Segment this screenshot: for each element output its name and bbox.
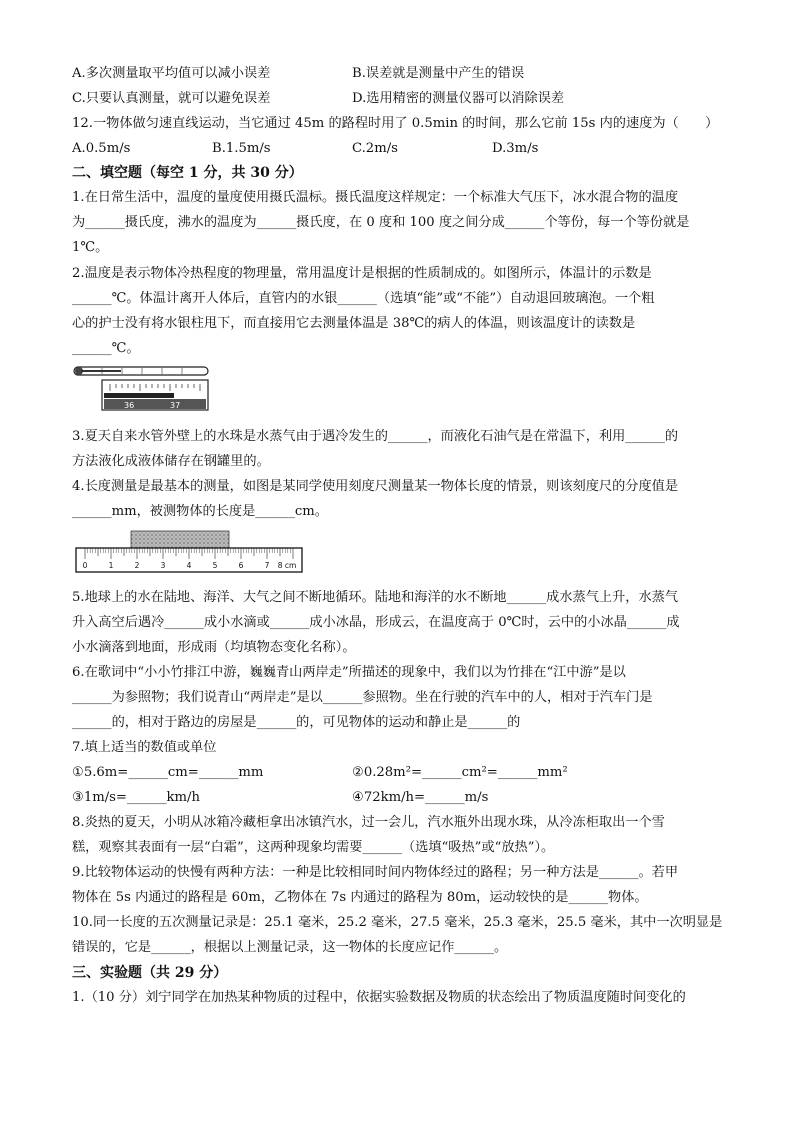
q12-option-b: B.1.5m/s	[212, 141, 271, 156]
q11-option-b: B.误差就是测量中产生的错误	[352, 66, 525, 81]
s2-q1-line: 1℃。	[72, 240, 109, 255]
ruler-label: 0	[82, 561, 88, 570]
s2-q10-line: 错误的，它是______，根据以上测量记录，这一物体的长度应记作______。	[72, 940, 508, 955]
s2-q3-line: 方法液化成液体储存在钢罐里的。	[72, 454, 270, 469]
ruler-label: 2	[134, 561, 140, 570]
q11-option-a: A.多次测量取平均值可以减小误差	[72, 66, 271, 81]
s2-q4-line: ______mm，被测物体的长度是______cm。	[72, 504, 328, 519]
s2-q5-line: 升入高空后遇冷______成小水滴或______成小冰晶，形成云，在温度高于 0℃时，云中的小冰晶______成	[72, 615, 680, 630]
s2-q7-item-2: ②0.28m²=______cm²=______mm²	[352, 765, 568, 780]
measured-object	[131, 531, 229, 548]
s2-q7-item-4: ④72km/h=______m/s	[352, 790, 489, 805]
s2-q6-line: 6.在歌词中“小小竹排江中游，巍巍青山两岸走”所描述的现象中，我们以为竹排在“江中游”是以	[72, 665, 626, 680]
s2-q7-item-1: ①5.6m=______cm=______mm	[72, 765, 264, 780]
ruler-label: 4	[186, 561, 192, 570]
ruler-label: 5	[212, 561, 218, 570]
s2-q4-line: 4.长度测量是最基本的测量，如图是某同学使用刻度尺测量某一物体长度的情景，则该刻度尺的分度值是	[72, 479, 679, 494]
s2-q9-line: 9.比较物体运动的快慢有两种方法：一种是比较相同时间内物体经过的路程；另一种方法是______。若甲	[72, 865, 679, 880]
q12-option-d: D.3m/s	[492, 141, 539, 156]
q12-stem: 12.一物体做匀速直线运动，当它通过 45m 的路程时用了 0.5min 的时间，那么它前 15s 内的速度为（ ）	[72, 116, 719, 131]
thermometer-label-37: 37	[170, 401, 181, 410]
clinical-thermometer-figure	[72, 364, 212, 412]
s2-q6-line: ______为参照物；我们说青山“两岸走”是以______参照物。坐在行驶的汽车中的人，相对于汽车门是	[72, 690, 653, 705]
s2-q3-line: 3.夏天自来水管外壁上的水珠是水蒸气由于遇冷发生的______，而液化石油气是在常温下，利用______的	[72, 429, 679, 444]
s2-q5-line: 5.地球上的水在陆地、海洋、大气之间不断地循环。陆地和海洋的水不断地______成水蒸气上升，水蒸气	[72, 590, 679, 605]
s2-q6-line: ______的，相对于路边的房屋是______的，可见物体的运动和静止是______的	[72, 715, 521, 730]
section2-title: 二、填空题（每空 1 分，共 30 分）	[72, 165, 303, 181]
s2-q7-item-3: ③1m/s=______km/h	[72, 790, 200, 805]
thermometer-label-36: 36	[124, 401, 135, 410]
ruler-figure	[75, 530, 305, 574]
s2-q1-line: 为______摄氏度，沸水的温度为______摄氏度，在 0 度和 100 度之间分成______个等份，每一个等份就是	[72, 215, 690, 230]
s2-q9-line: 物体在 5s 内通过的路程是 60m，乙物体在 7s 内通过的路程为 80m，运动较快的是______物体。	[72, 890, 648, 905]
ruler-label: 7	[264, 561, 270, 570]
s2-q7-stem: 7.填上适当的数值或单位	[72, 740, 217, 755]
q12-option-c: C.2m/s	[352, 141, 398, 156]
s2-q2-line: 2.温度是表示物体冷热程度的物理量，常用温度计是根据的性质制成的。如图所示，体温计的示数是	[72, 266, 652, 281]
ruler-label: 3	[160, 561, 166, 570]
q11-option-d: D.选用精密的测量仪器可以消除误差	[352, 91, 565, 106]
s3-q1-line: 1.（10 分）刘宁同学在加热某种物质的过程中，依据实验数据及物质的状态绘出了物质温度随时间变化的	[72, 990, 686, 1005]
s2-q1-line: 1.在日常生活中，温度的量度使用摄氏温标。摄氏温度这样规定：一个标准大气压下，冰水混合物的温度	[72, 190, 679, 205]
s2-q2-line: ______℃。	[72, 341, 140, 356]
s2-q8-line: 8.炎热的夏天，小明从冰箱冷藏柜拿出冰镇汽水，过一会儿，汽水瓶外出现水珠，从冷冻柜取出一个雪	[72, 815, 665, 830]
s2-q8-line: 糕，观察其表面有一层“白霜”，这两种现象均需要______（选填“吸热”或“放热”）。	[72, 840, 555, 855]
s2-q2-line: 心的护士没有将水银柱甩下，而直接用它去测量体温是 38℃的病人的体温，则该温度计的读数是	[72, 316, 636, 331]
s2-q5-line: 小水滴落到地面，形成雨（均填物态变化名称）。	[72, 640, 356, 655]
ruler-label: 6	[238, 561, 244, 570]
q11-option-c: C.只要认真测量，就可以避免误差	[72, 91, 271, 106]
ruler-label: 8 cm	[277, 561, 297, 570]
s2-q2-line: ______℃。体温计离开人体后，直管内的水银______（选填“能”或“不能”）自动退回玻璃泡。一个粗	[72, 291, 655, 306]
section3-title: 三、实验题（共 29 分）	[72, 965, 228, 981]
q12-option-a: A.0.5m/s	[72, 141, 131, 156]
ruler-label: 1	[108, 561, 114, 570]
s2-q10-line: 10.同一长度的五次测量记录是：25.1 毫米，25.2 毫米，27.5 毫米，25.3 毫米，25.5 毫米，其中一次明显是	[72, 915, 723, 930]
